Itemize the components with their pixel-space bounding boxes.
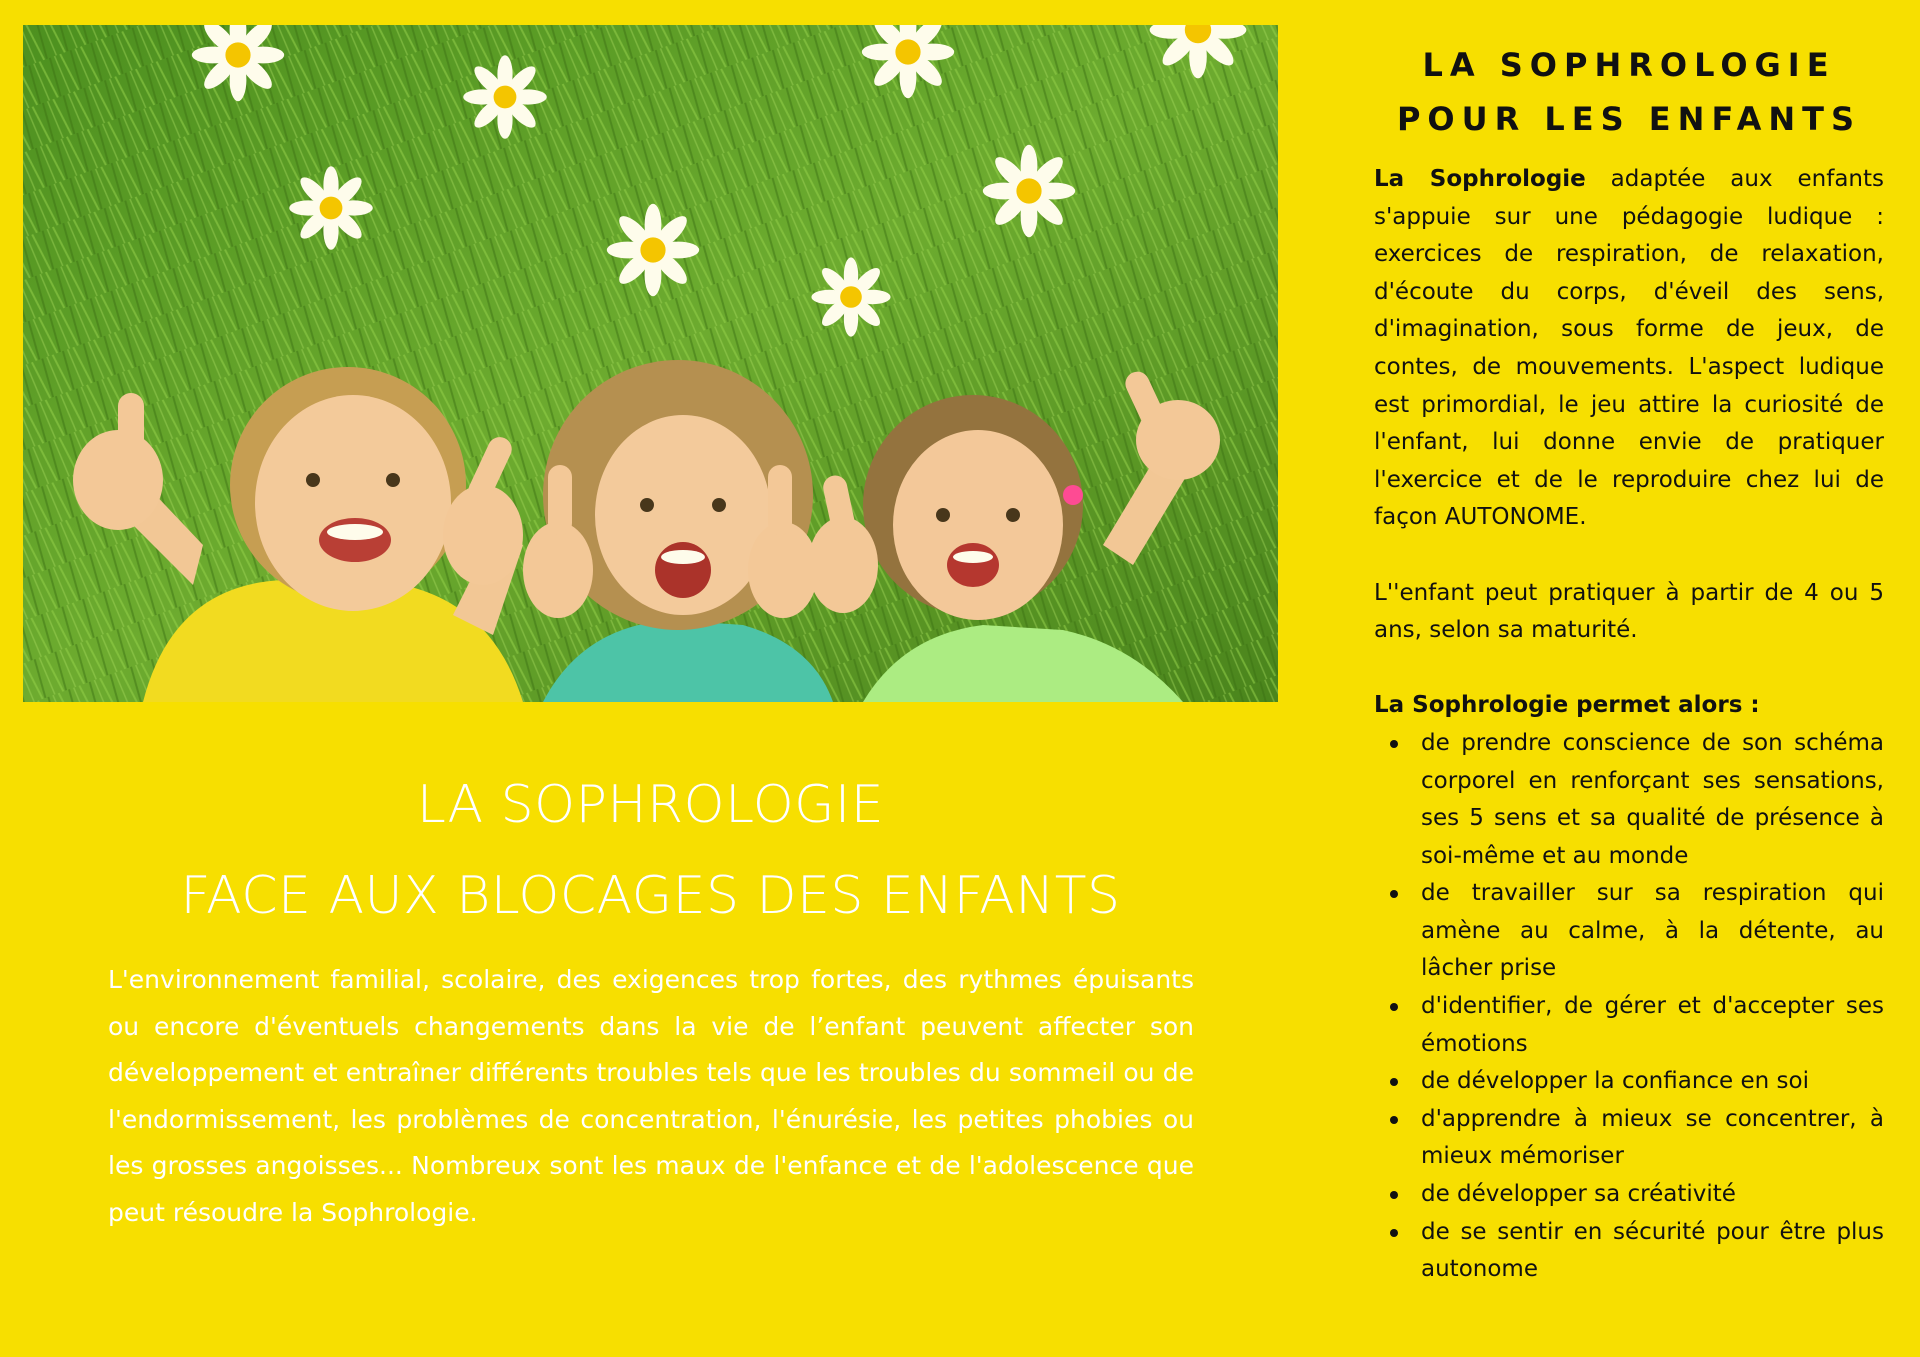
list-item: de développer la confiance en soi [1374,1063,1884,1101]
list-heading: La Sophrologie permet alors : [1374,692,1760,719]
intro-text: adaptée aux enfants s'appuie sur une pédagogie ludique : exercices de respiration, de relaxation, d'écoute du corps, d'éveil des sens, d'imagination, sous forme de jeux, de contes, de mouvements. L'aspect ludique est primordial, le jeu attire la curiosité de l'enfant, lui donne envie de pratiquer l'exercice et de le reproduire chez lui de façon AUTONOME. [1374,166,1884,531]
right-column [1374,0,1884,1289]
list-item: de travailler sur sa respiration qui amène au calme, à la détente, au lâcher prise [1374,875,1884,988]
left-title-line-2: FACE AUX BLOCAGES DES ENFANTS [180,866,1121,926]
list-item: d'identifier, de gérer et d'accepter ses émotions [1374,988,1884,1063]
list-item: de développer sa créativité [1374,1176,1884,1214]
right-title-line-2: POUR LES ENFANTS [1396,100,1862,138]
right-title [1374,38,1884,146]
list-item: d'apprendre à mieux se concentrer, à mieux mémoriser [1374,1101,1884,1176]
hero-photo [23,25,1278,702]
left-title [23,760,1278,942]
list-item: de prendre conscience de son schéma corporel en renforçant ses sensations, ses 5 sens et sa qualité de présence à soi-même et au monde [1374,725,1884,875]
right-body [1374,161,1884,1289]
age-paragraph: L''enfant peut pratiquer à partir de 4 ou 5 ans, selon sa maturité. [1374,579,1884,644]
list-item: de se sentir en sécurité pour être plus autonome [1374,1214,1884,1289]
intro-paragraph [1374,161,1884,537]
benefits-list [1374,725,1884,1289]
intro-bold-lead: La Sophrologie [1374,166,1586,192]
left-body-text: L'environnement familial, scolaire, des exigences trop fortes, des rythmes épuisants ou encore d'éventuels changements dans la vie de l’enfant peuvent affecter son développement et entraîner différents troubles tels que les troubles du sommeil ou de l'endormissement, les problèmes de concentration, l'énurésie, les petites phobies ou les grosses angoisses... Nombreux sont les maux de l'enfance et de l'adolescence que peut résoudre la Sophrologie. [108,965,1194,1227]
left-title-line-1: LA SOPHROLOGIE [416,775,885,835]
right-title-line-1: LA SOPHROLOGIE [1422,46,1836,84]
